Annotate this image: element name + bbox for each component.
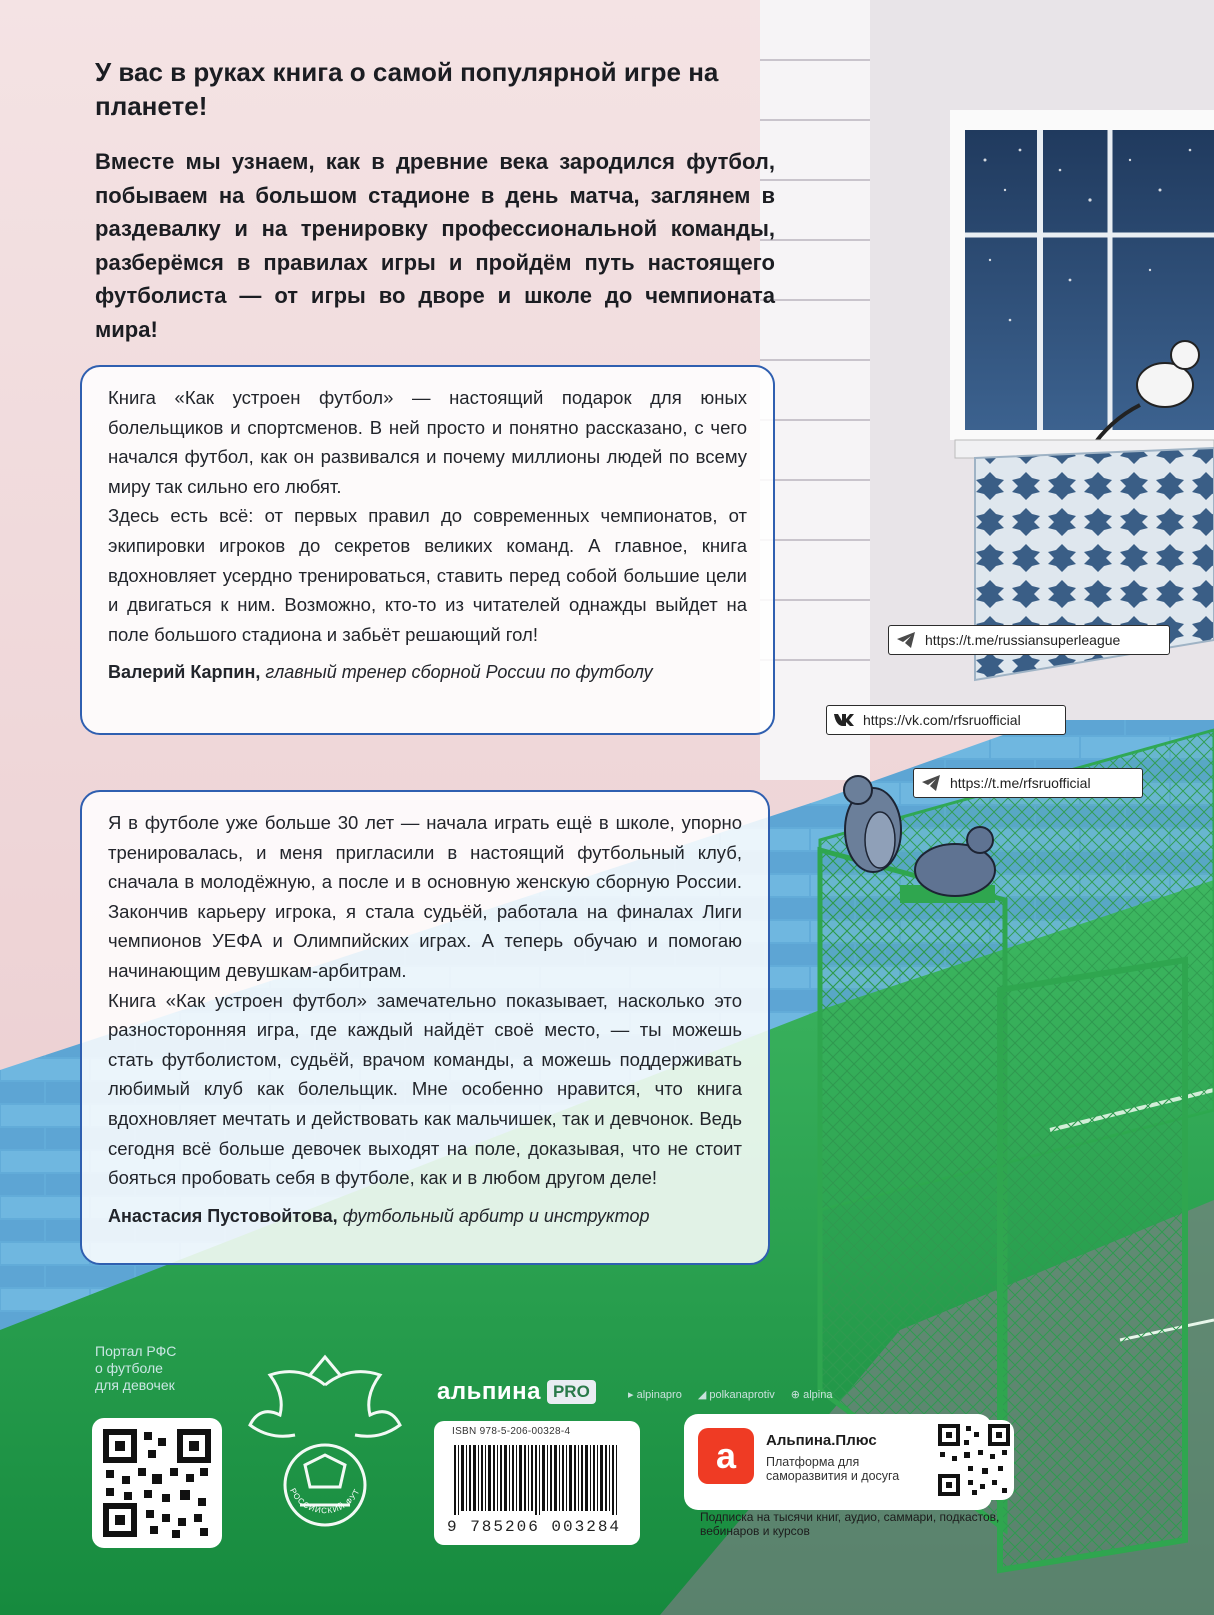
isbn-label: ISBN 978-5-206-00328-4 <box>452 1426 571 1437</box>
rfs-portal-caption: Портал РФС о футболе для девочек <box>95 1343 177 1393</box>
alpina-logo-badge: PRO <box>547 1380 596 1404</box>
quote-pustovoytova <box>80 790 770 1265</box>
social-web[interactable]: ⊕ alpina <box>790 1389 833 1401</box>
alpina-plus-qr[interactable] <box>934 1420 1014 1500</box>
link-telegram-superleague-text[interactable]: https://t.me/russiansuperleague <box>925 632 1121 648</box>
link-telegram-rfs-text[interactable]: https://t.me/rfsruofficial <box>950 775 1091 791</box>
quote-karpin-paragraph-2: Здесь есть всё: от первых правил до современных чемпионатов, от экипировки игроков до секретов великих команд. А главное, книга вдохновляет усердно тренироваться, ставить перед собой большие цели и двигаться к ним. Возможно, кто-то из читателей однажды выйдет на поле большого стадиона и забьёт решающий гол! <box>108 505 747 645</box>
alpina-plus-logo: a <box>698 1428 754 1484</box>
telegram-icon: ◢ <box>697 1389 710 1401</box>
emblem-icon <box>240 1345 410 1545</box>
quote-karpin-role: главный тренер сборной России по футболу <box>265 662 653 683</box>
quote-karpin <box>80 365 775 735</box>
quote-pustovoytova-paragraph-1: Я в футболе уже больше 30 лет — начала играть ещё в школе, упорно тренировалась, и меня пригласили в настоящий футбольный клуб, сначала в молодёжную, а после и в основную женскую сборную России. Закончив карьеру игрока, я стала судьёй, работала на финалах Лиги чемпионов УЕФА и Олимпийских играх. А теперь обучаю и помогаю начинающим девушкам-арбитрам. <box>108 812 742 981</box>
link-telegram-superleague[interactable] <box>888 625 1170 655</box>
qr-code-icon <box>92 1418 222 1548</box>
intro-section <box>95 55 775 346</box>
globe-icon: ⊕ <box>790 1389 804 1401</box>
telegram-icon <box>895 629 917 651</box>
alpina-logo-word: альпина <box>437 1378 541 1405</box>
rfs-emblem <box>240 1345 410 1545</box>
alpina-plus-subscription: Подписка на тысячи книг, аудио, саммари, подкастов, вебинаров и курсов <box>700 1510 1000 1538</box>
alpina-plus-title: Альпина.Плюс <box>766 1432 877 1449</box>
barcode-number: 9 785206 003284 <box>447 1518 622 1536</box>
book-headline: У вас в руках книга о самой популярной игре на планете! <box>95 57 719 121</box>
social-telegram[interactable]: ◢ polkanaprotiv <box>697 1389 775 1401</box>
rfs-portal-qr[interactable] <box>92 1418 222 1548</box>
telegram-icon <box>920 772 942 794</box>
quote-karpin-paragraph-1: Книга «Как устроен футбол» — настоящий подарок для юных болельщиков и спортсменов. В ней просто и понятно рассказано, с чего начался футбол, как он развивался и почему миллионы людей по всему миру так сильно его любят. <box>108 387 747 497</box>
book-description: Вместе мы узнаем, как в древние века зародился футбол, побываем на большом стадионе в день матча, заглянем в раздевалку и на тренировку профессиональной команды, разберёмся в правилах игры и пройдём путь настоящего футболиста — от игры во дворе и школе до чемпионата мира! <box>95 149 775 342</box>
vk-icon <box>833 709 855 731</box>
quote-pustovoytova-author: Анастасия Пустовойтова, <box>108 1205 338 1226</box>
link-vk-rfs[interactable] <box>826 705 1066 735</box>
emblem-ring-text: РОССИЙСКИЙ ФУТ <box>288 1486 362 1516</box>
quote-pustovoytova-role: футбольный арбитр и инструктор <box>342 1205 650 1226</box>
vk-icon: ▸ <box>628 1389 637 1401</box>
quote-pustovoytova-paragraph-2: Книга «Как устроен футбол» замечательно показывает, насколько это разносторонняя игра, где каждый найдёт своё место, — ты можешь стать футболистом, судьёй, врачом команды, а можешь поддерживать любимый клуб как болельщик. Мне особенно нравится, что книга вдохновляет мечтать и действовать как мальчишек, так и девчонок. Ведь сегодня всё больше девочек выходят на поле, доказывая, что не стоит бояться пробовать себя в футболе, как и в любом другом деле! <box>108 989 742 1189</box>
qr-code-icon <box>934 1420 1014 1500</box>
alpina-plus-tagline: Платформа для саморазвития и досуга <box>766 1455 900 1483</box>
quote-karpin-author: Валерий Карпин, <box>108 662 261 683</box>
quote-pustovoytova-signature <box>108 1203 742 1229</box>
alpina-pro-logo <box>437 1378 596 1406</box>
link-vk-rfs-text[interactable]: https://vk.com/rfsruofficial <box>863 712 1021 728</box>
social-vk[interactable]: ▸ alpinapro <box>628 1389 682 1401</box>
link-telegram-rfs[interactable] <box>913 768 1143 798</box>
publisher-socials <box>628 1388 832 1401</box>
quote-karpin-signature <box>108 659 747 685</box>
